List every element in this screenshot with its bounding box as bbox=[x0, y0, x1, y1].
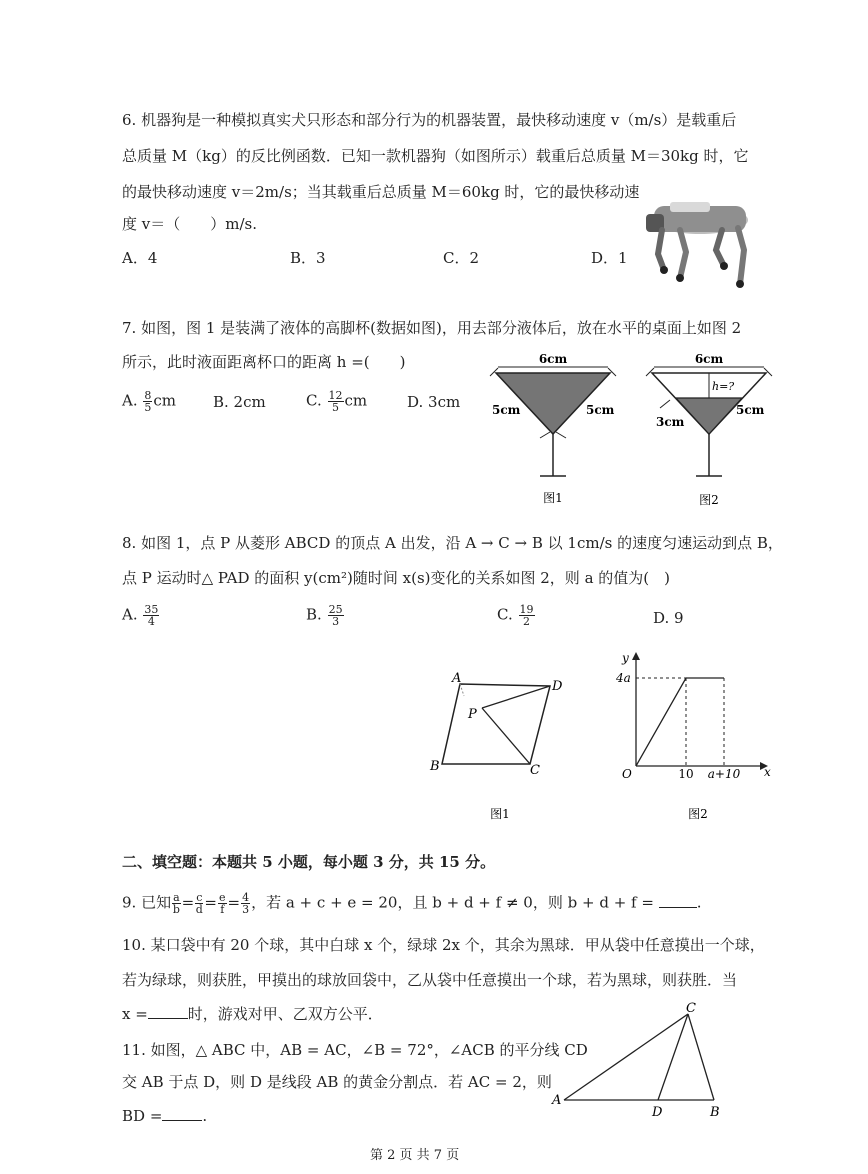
q7-fig1-caption: 图1 bbox=[543, 491, 563, 505]
q11-answer-blank[interactable] bbox=[162, 1120, 202, 1121]
q8-option-c: C. $\frac{19}{2}$ bbox=[497, 603, 534, 628]
q8-option-b-fraction: $\frac{25}{3}$ bbox=[328, 603, 343, 628]
q10-answer-blank[interactable] bbox=[148, 1018, 188, 1019]
q8-fig1-caption: 图1 bbox=[490, 807, 510, 821]
q11-fig-label-d: D bbox=[652, 1105, 663, 1120]
q7-option-a-fraction: $\frac{8}{5}$ bbox=[144, 389, 152, 414]
q8-fig2-tick-10: 10 bbox=[678, 767, 694, 781]
q9-frac-ef: $\frac{e}{f}$ bbox=[218, 891, 226, 916]
q7-option-c-fraction: $\frac{12}{5}$ bbox=[328, 389, 343, 414]
q6-option-a: A．4 bbox=[122, 249, 158, 267]
q8-option-d: D. 9 bbox=[653, 609, 684, 627]
q8-option-a: A. $\frac{35}{4}$ bbox=[122, 603, 159, 628]
q9-line: 9. 已知 $\frac{a}{b}$ = $\frac{c}{d}$ = $\frac{e}{f}$ = $\frac{4}{3}$ ，若 a + c + e = 20，且 b + d + f ≠ 0，则 b + d + f = . bbox=[122, 891, 702, 916]
q11-line2: 交 AB 于点 D，则 D 是线段 AB 的黄金分割点．若 AC = 2，则 bbox=[122, 1073, 552, 1091]
q7-option-c: C. $\frac{12}{5}$ cm bbox=[306, 389, 368, 414]
q7-fig2-left-label: 3cm bbox=[656, 415, 685, 429]
q10-line1: 10. 某口袋中有 20 个球，其中白球 x 个，绿球 2x 个，其余为黑球．甲从袋中任意摸出一个球， bbox=[122, 936, 765, 954]
q7-fig2-right-label: 5cm bbox=[736, 403, 765, 417]
q7-fig1-left-label: 5cm bbox=[492, 403, 521, 417]
q8-fig2-x-label: x bbox=[764, 765, 771, 779]
q6-line1: 6. 机器狗是一种模拟真实犬只形态和部分行为的机器装置，最快移动速度 v（m/s）是载重后 bbox=[122, 111, 737, 129]
q6-line3: 的最快移动速度 v＝2m/s；当其载重后总质量 M＝60kg 时，它的最快移动速 bbox=[122, 183, 640, 201]
q11-figure bbox=[546, 1000, 746, 1124]
q8-option-c-fraction: $\frac{19}{2}$ bbox=[519, 603, 534, 628]
q8-fig1-label-c: C bbox=[530, 763, 540, 778]
q7-fig2-top-label: 6cm bbox=[694, 352, 724, 366]
q9-frac-cd: $\frac{c}{d}$ bbox=[195, 891, 203, 916]
q9-answer-blank[interactable] bbox=[659, 907, 697, 908]
q8-fig2-tick-a10: a+10 bbox=[707, 767, 741, 781]
q8-figure2 bbox=[614, 648, 774, 828]
q8-fig2-origin: O bbox=[622, 767, 632, 781]
q11-line3: BD = . bbox=[122, 1107, 208, 1125]
q7-fig1-top-label: 6cm bbox=[538, 352, 568, 366]
q11-fig-label-b: B bbox=[710, 1105, 720, 1120]
q8-option-a-fraction: $\frac{35}{4}$ bbox=[144, 603, 159, 628]
q7-fig1-right-label: 5cm bbox=[586, 403, 615, 417]
q9-frac-43: $\frac{4}{3}$ bbox=[242, 891, 250, 916]
q7-figure2 bbox=[636, 346, 786, 516]
q8-line1: 8. 如图 1，点 P 从菱形 ABCD 的顶点 A 出发，沿 A → C → B 以 1cm/s 的速度匀速运动到点 B， bbox=[122, 534, 783, 552]
q8-line2: 点 P 运动时△ PAD 的面积 y(cm²)随时间 x(s)变化的关系如图 2，则 a 的值为( ) bbox=[122, 569, 670, 587]
q8-fig1-label-a: A bbox=[452, 671, 462, 686]
page-footer: 第 2 页 共 7 页 bbox=[370, 1148, 460, 1163]
q10-line2: 若为绿球，则获胜，甲摸出的球放回袋中，乙从袋中任意摸出一个球，若为黑球，则获胜．当 bbox=[122, 971, 738, 989]
q6-option-c: C．2 bbox=[443, 249, 480, 267]
q6-option-d: D．1 bbox=[591, 249, 628, 267]
q8-fig2-caption: 图2 bbox=[688, 807, 708, 821]
q8-fig2-y-label: y bbox=[622, 651, 629, 665]
q9-frac-ab: $\frac{a}{b}$ bbox=[172, 891, 180, 916]
q11-line1: 11. 如图，△ ABC 中，AB = AC，∠B = 72°，∠ACB 的平分线 CD bbox=[122, 1041, 588, 1059]
q11-fig-label-c: C bbox=[686, 1001, 696, 1016]
q6-line2: 总质量 M（kg）的反比例函数．已知一款机器狗（如图所示）载重后总质量 M＝30kg 时，它 bbox=[122, 147, 749, 165]
q7-option-a: A. $\frac{8}{5}$ cm bbox=[122, 389, 177, 414]
q6-line4: 度 v＝（ ）m/s. bbox=[122, 215, 257, 233]
q8-figure1 bbox=[424, 668, 584, 828]
robot-dog-image bbox=[640, 192, 760, 292]
q11-fig-label-a: A bbox=[552, 1093, 562, 1108]
q7-option-b: B. 2cm bbox=[213, 393, 266, 411]
q7-fig2-h-label: h=? bbox=[712, 380, 735, 393]
q8-option-b: B. $\frac{25}{3}$ bbox=[306, 603, 343, 628]
q8-fig2-4a: 4a bbox=[616, 671, 631, 685]
q7-line1: 7. 如图，图 1 是装满了液体的高脚杯(数据如图)，用去部分液体后，放在水平的桌面上如图 2 bbox=[122, 319, 742, 337]
q8-fig1-label-b: B bbox=[430, 759, 440, 774]
q7-figure1 bbox=[478, 346, 628, 516]
q7-option-d: D. 3cm bbox=[407, 393, 461, 411]
q7-fig2-caption: 图2 bbox=[699, 493, 719, 507]
q7-line2: 所示，此时液面距离杯口的距离 h =( ) bbox=[122, 353, 406, 371]
q10-line3: x = 时，游戏对甲、乙双方公平． bbox=[122, 1005, 383, 1023]
q6-option-b: B．3 bbox=[290, 249, 326, 267]
q8-fig1-label-p: P bbox=[468, 707, 477, 722]
q8-fig1-label-d: D bbox=[552, 679, 563, 694]
section2-heading: 二、填空题：本题共 5 小题，每小题 3 分，共 15 分。 bbox=[122, 853, 496, 871]
